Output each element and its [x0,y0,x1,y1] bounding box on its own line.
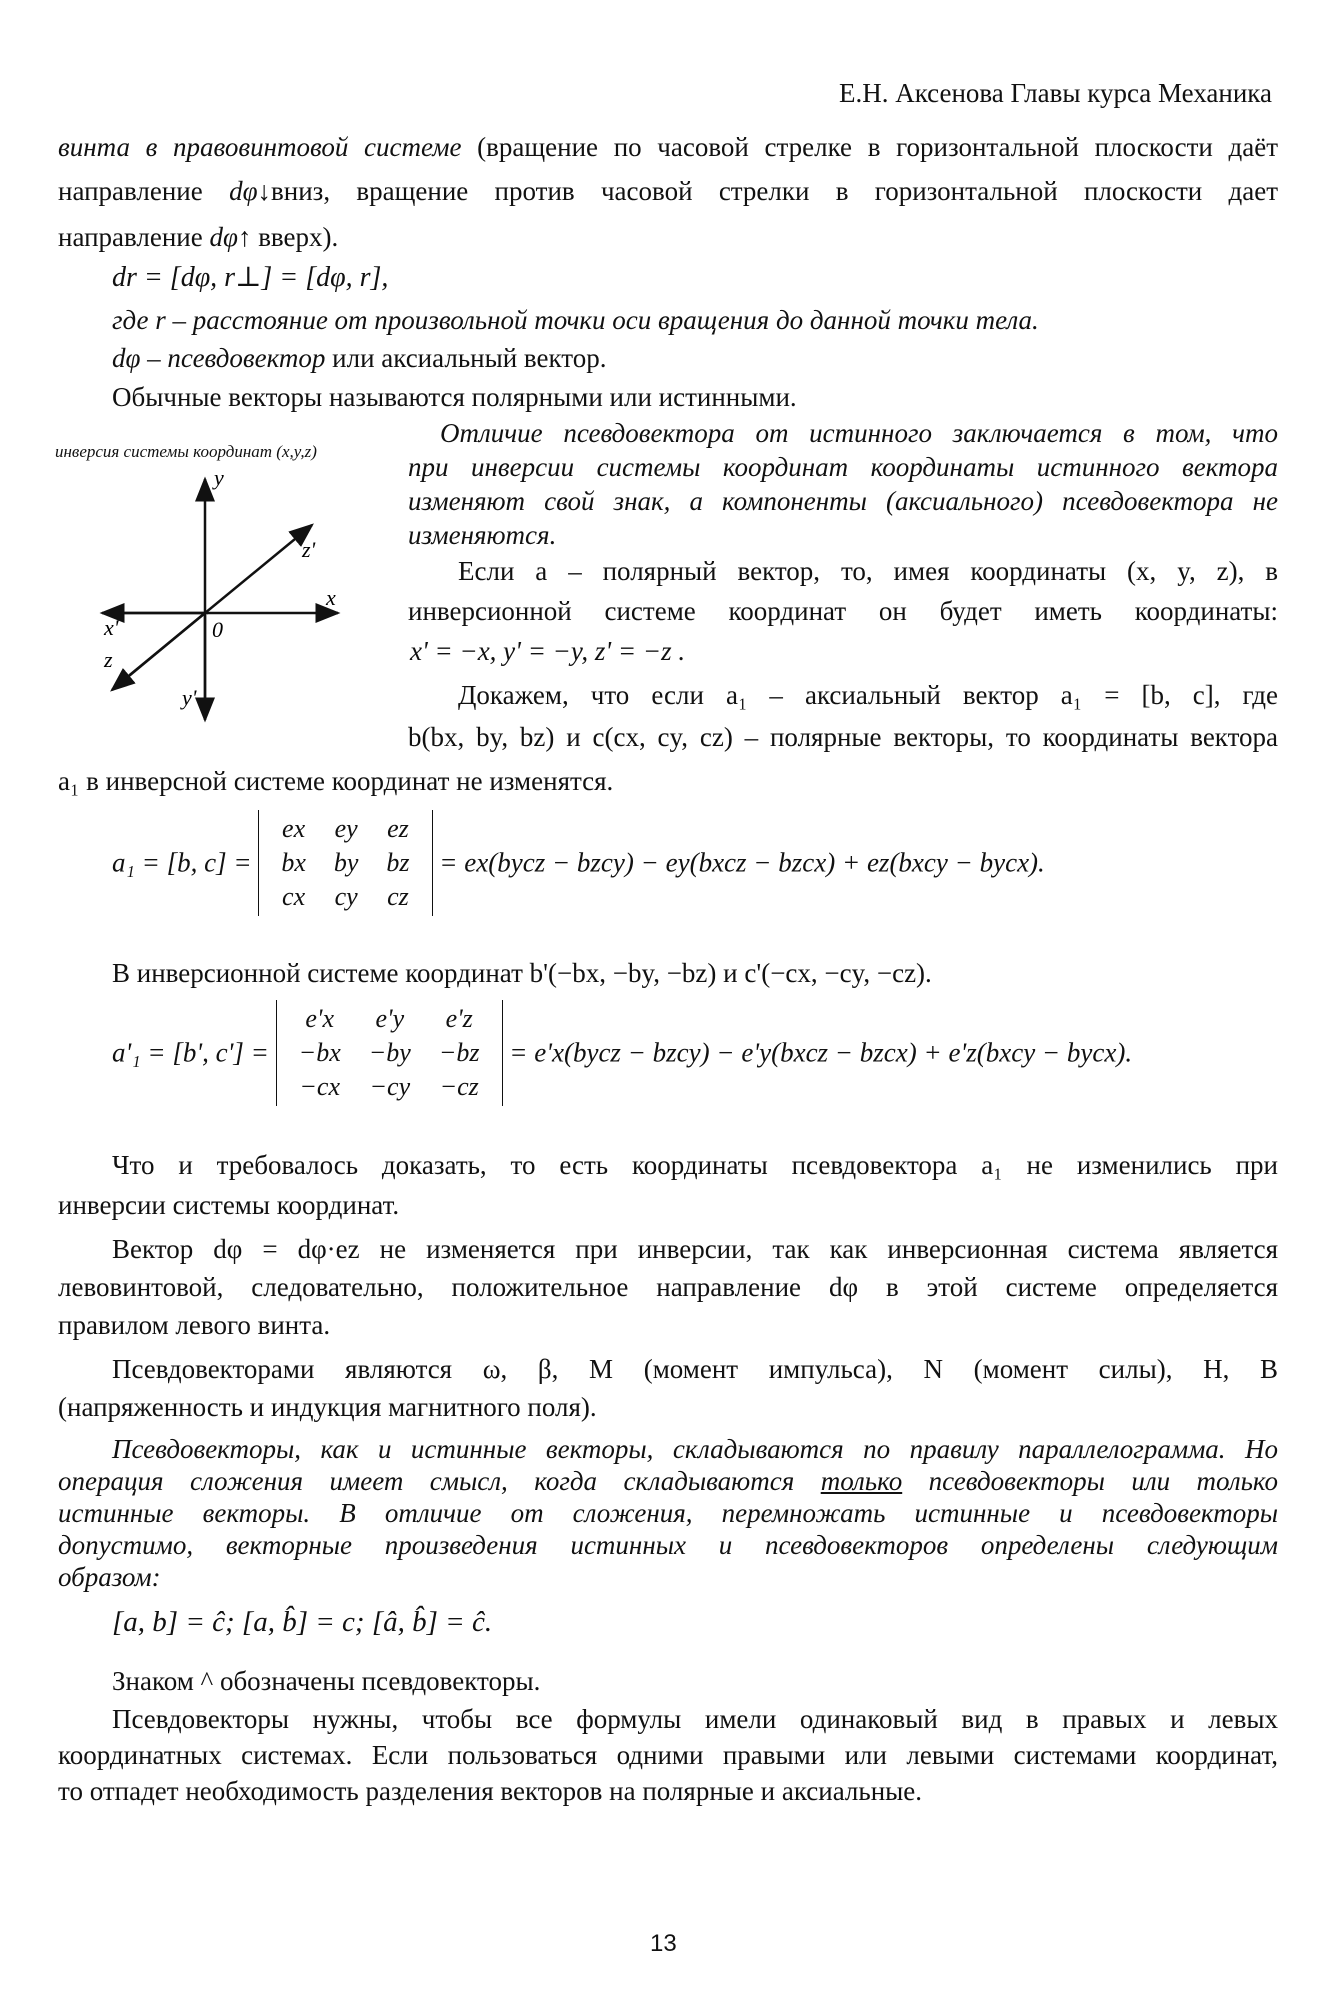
text-line: x' = −x, y' = −y, z' = −z . [410,636,686,666]
determinant-equation-2: a'₁ = [b', c'] = e'x e'y e'z −bx −by −bz −cx −cy −cz = e'x(bycz − bzcy) − e'y(bxcz − bzcx) + e'z(bxcy − bycx). [112,1000,1132,1106]
text-line: Псевдовекторы, как и истинные векторы, складываются по правилу параллелограмма. Но [112,1434,1278,1464]
text-line: изменяют свой знак, а компоненты (аксиального) псевдовектора не [408,486,1278,516]
text-line: изменяются. [408,520,557,550]
label-z: z [104,647,113,672]
label-z-prime: z' [302,537,316,562]
figure-caption: инверсия системы координат (x,y,z) [55,442,317,461]
text-line: Обычные векторы называются полярными или истинными. [112,382,797,412]
formula-products: [a, b] = ĉ; [a, b̂] = c; [â, b̂] = ĉ. [112,1606,493,1638]
text-line: Знаком ^ обозначены псевдовекторы. [112,1666,541,1696]
text-line: направление dφ↓вниз, вращение против часовой стрелки в горизонтальной плоскости дает [58,176,1278,206]
label-x-prime: x' [104,615,119,640]
text-line: a₁ в инверсной системе координат не изменятся. [58,766,614,796]
coordinate-inversion-diagram [90,465,370,735]
running-header: Е.Н. Аксенова Главы курса Механика [838,78,1272,108]
determinant-1: ex ey ez bx by bz cx cy cz [258,810,432,916]
text-line: В инверсионной системе координат b'(−bx, −by, −bz) и c'(−cx, −cy, −cz). [112,958,932,988]
text-line: истинные векторы. В отличие от сложения, перемножать истинные и псевдовекторы [58,1498,1278,1528]
text-line: инверсионной системе координат он будет иметь координаты: [408,596,1278,626]
z-axis [112,613,205,690]
text-line: b(bx, by, bz) и c(cx, cy, cz) – полярные векторы, то координаты вектора [408,722,1278,752]
text-line: инверсии системы координат. [58,1190,400,1220]
page-number: 13 [650,1930,677,1957]
text-line: направление dφ↑ вверх). [58,222,339,252]
text-line: Докажем, что если a₁ – аксиальный вектор a₁ = [b, c], где [458,680,1278,710]
text-line: где r – расстояние от произвольной точки оси вращения до данной точки тела. [112,305,1039,335]
label-x: x [326,585,336,610]
label-y: y [214,465,224,490]
label-y-prime: y' [182,685,197,710]
text-line: при инверсии системы координат координаты истинного вектора [408,452,1278,482]
text-line: Отличие псевдовектора от истинного заключается в том, что [440,418,1278,448]
text-line: то отпадет необходимость разделения векторов на полярные и аксиальные. [58,1776,923,1806]
text-line: (напряженность и индукция магнитного поля). [58,1392,597,1422]
text-line: Если a – полярный вектор, то, имея координаты (x, y, z), в [458,556,1278,586]
text-line: координатных системах. Если пользоваться одними правыми или левыми системами координат, [58,1740,1278,1770]
text-line: левовинтовой, следовательно, положительное направление dφ в этой системе определяется [58,1272,1278,1302]
text-line: винта в правовинтовой системе (вращение по часовой стрелке в горизонтальной плоскости даёт [58,132,1279,162]
formula-dr: dr = [dφ, r⊥] = [dφ, r], [112,262,389,293]
text-line: операция сложения имеет смысл, когда складываются только псевдовекторы или только [58,1466,1279,1496]
text-line: Псевдовекторы нужны, чтобы все формулы имели одинаковый вид в правых и левых [112,1704,1278,1734]
text-line: правилом левого винта. [58,1310,331,1340]
text-line: Вектор dφ = dφ·ez не изменяется при инверсии, так как инверсионная система является [112,1234,1278,1264]
determinant-equation-1: a₁ = [b, c] = ex ey ez bx by bz cx cy cz = ex(bycz − bzcy) − ey(bxcz − bzcx) + ez(bxcy − bycx). [112,810,1045,916]
determinant-2: e'x e'y e'z −bx −by −bz −cx −cy −cz [276,1000,503,1106]
text-line: dφ – псевдовектор или аксиальный вектор. [112,343,607,373]
text-line: Что и требовалось доказать, то есть координаты псевдовектора a₁ не изменились при [112,1150,1278,1180]
label-origin: 0 [212,617,223,642]
text-line: образом: [58,1562,161,1592]
text-line: допустимо, векторные произведения истинных и псевдовекторов определены следующим [58,1530,1278,1560]
text-line: Псевдовекторами являются ω, β, M (момент импульса), N (момент силы), H, B [112,1354,1278,1384]
